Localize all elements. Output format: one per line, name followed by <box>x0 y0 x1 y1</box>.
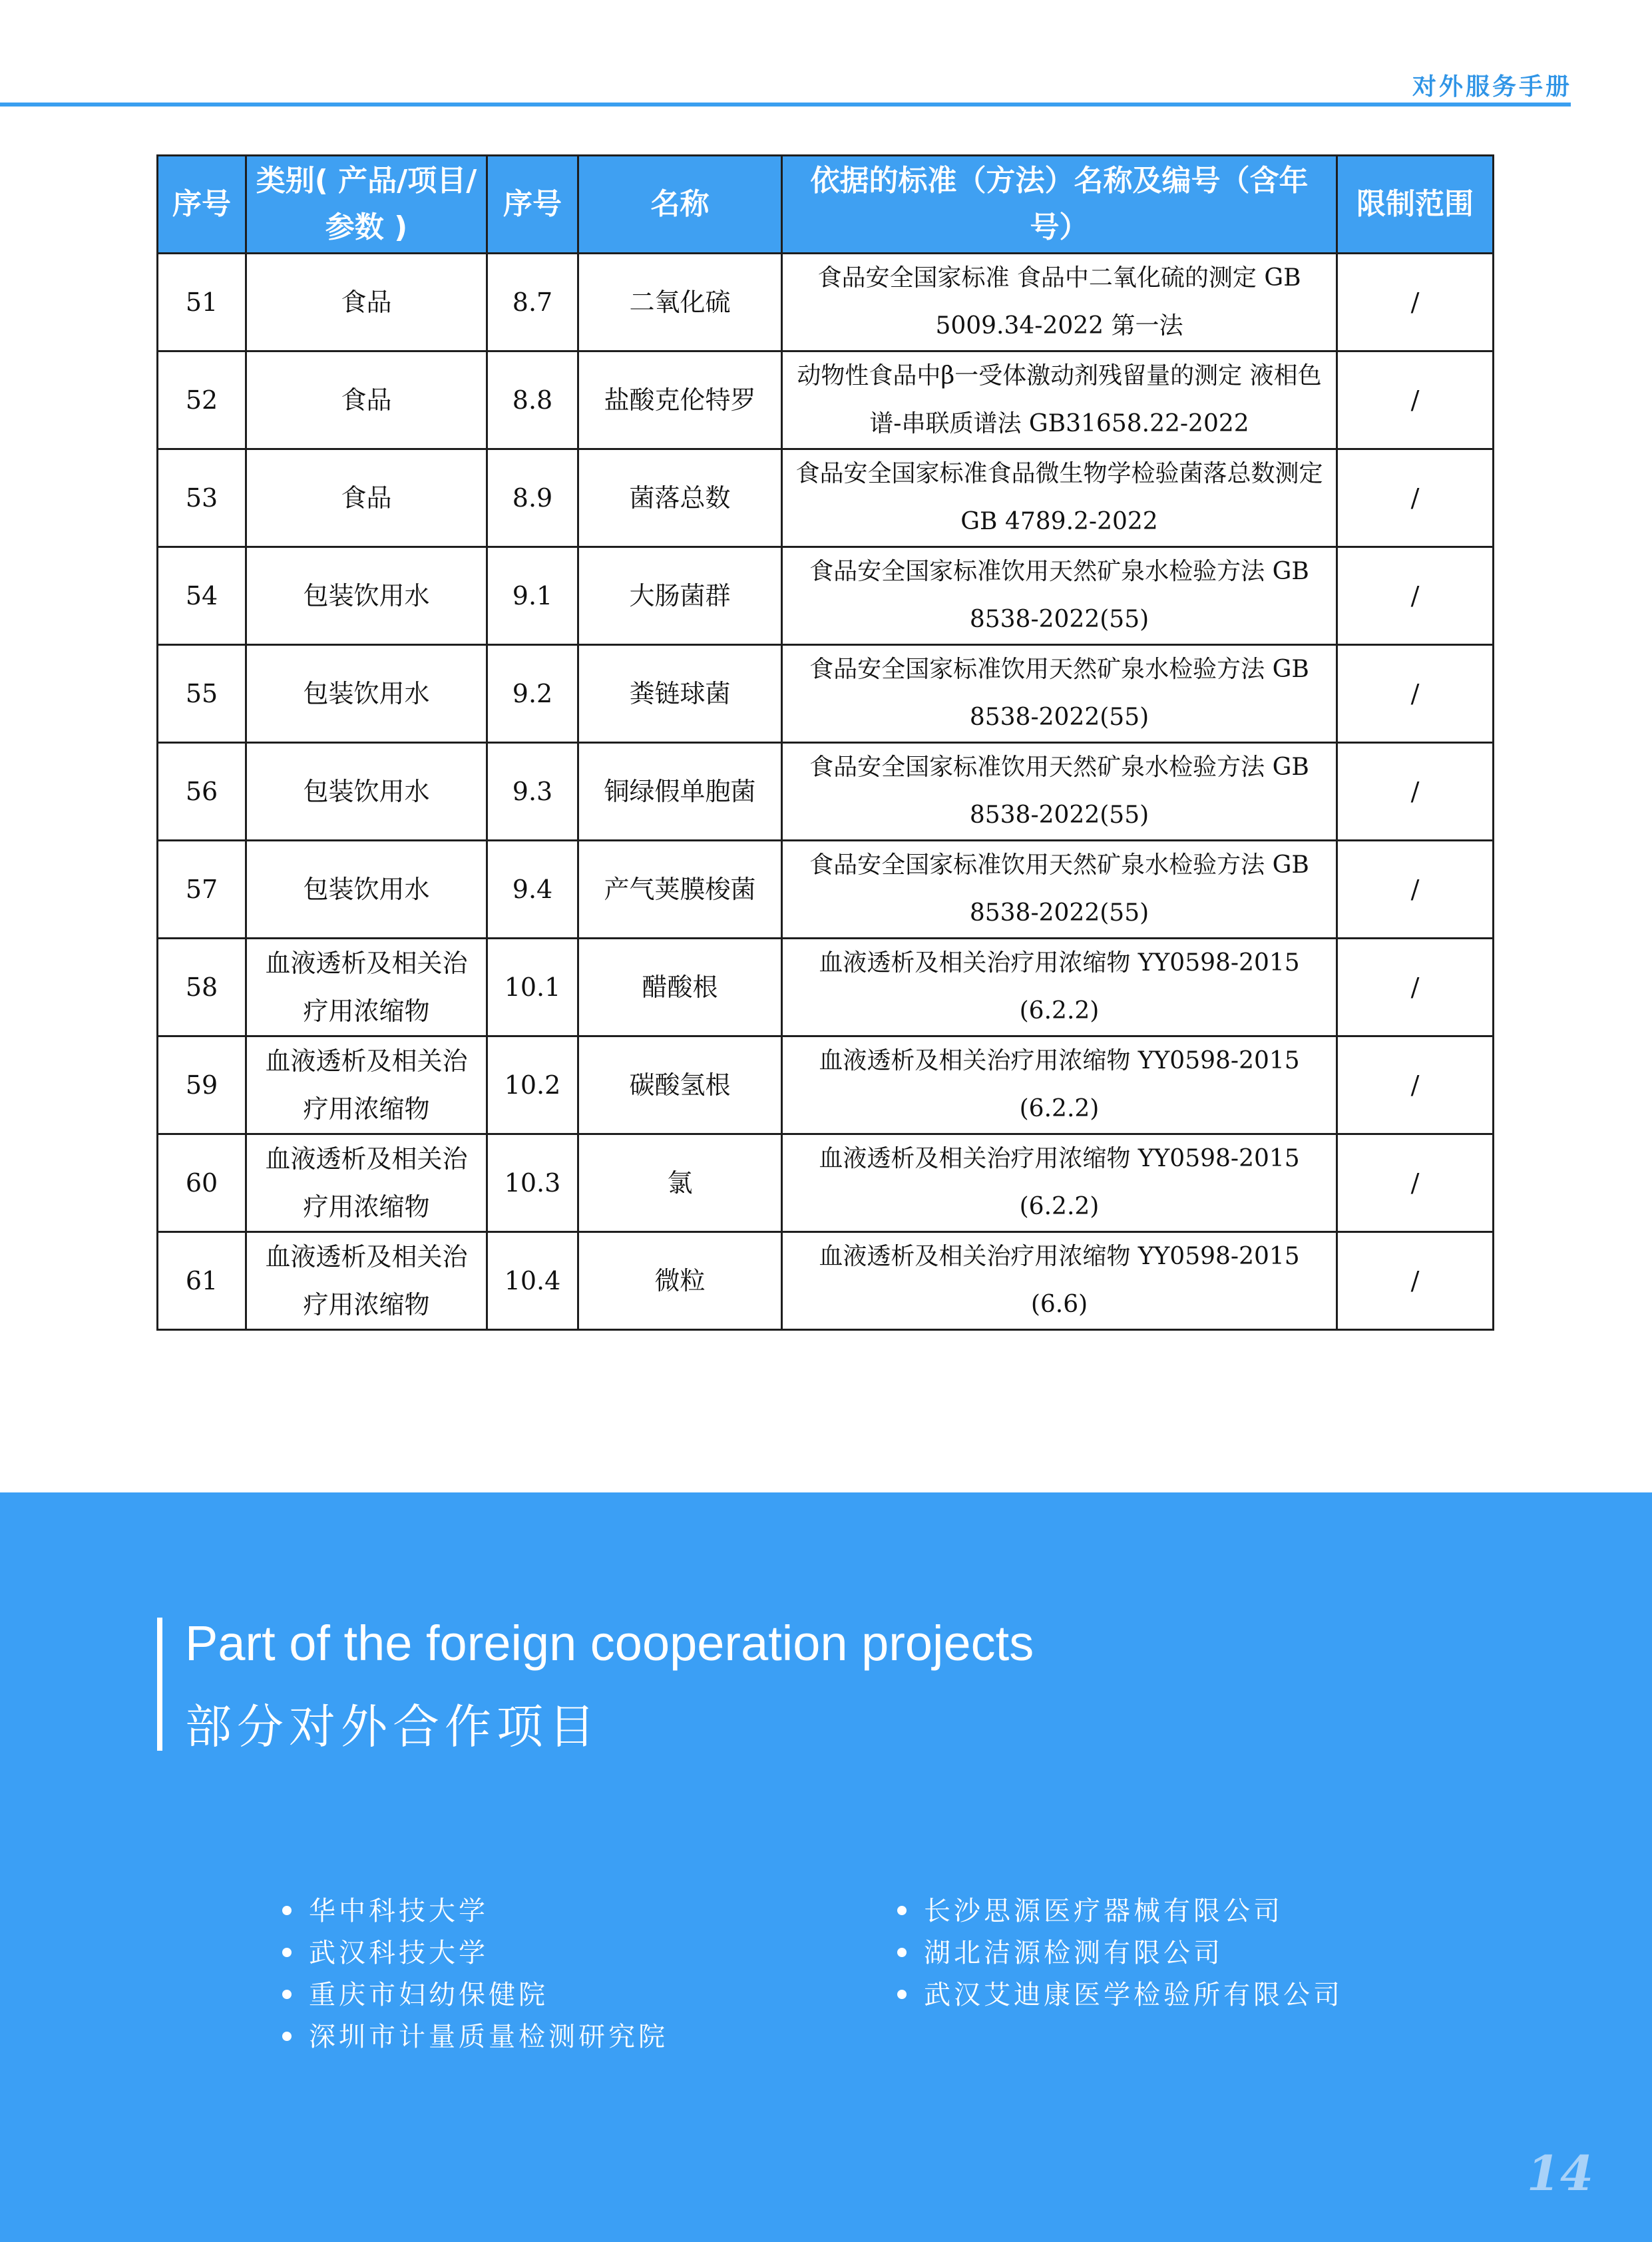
item-name-cell: 菌落总数 <box>578 449 782 547</box>
list-item <box>282 1932 668 1974</box>
category-cell: 包装饮用水 <box>246 645 487 743</box>
bullet-icon <box>282 1906 292 1915</box>
standard-cell: 血液透析及相关治疗用浓缩物 YY0598-2015 (6.2.2) <box>782 1134 1337 1232</box>
partner-name: 深圳市计量质量检测研究院 <box>309 2022 668 2052</box>
item-name-cell: 微粒 <box>578 1232 782 1330</box>
bullet-icon <box>282 2032 292 2041</box>
list-item <box>282 1974 668 2016</box>
header-cell: 依据的标准（方法）名称及编号（含年号） <box>782 156 1337 254</box>
section-title-en: Part of the foreign cooperation projects <box>185 1616 1034 1671</box>
standard-cell: 食品安全国家标准食品微生物学检验菌落总数测定 GB 4789.2-2022 <box>782 449 1337 547</box>
category-cell: 食品 <box>246 351 487 449</box>
item-name-cell: 产气荚膜梭菌 <box>578 841 782 939</box>
limit-cell: / <box>1337 254 1494 351</box>
header-cell: 限制范围 <box>1337 156 1494 254</box>
header-title: 对外服务手册 <box>1412 73 1572 101</box>
table-row <box>158 1036 1494 1134</box>
bullet-icon <box>897 1906 907 1915</box>
item-name-cell: 粪链球菌 <box>578 645 782 743</box>
item-number-cell: 8.9 <box>487 449 578 547</box>
list-item <box>282 2016 668 2058</box>
limit-cell: / <box>1337 547 1494 645</box>
item-number-cell: 10.1 <box>487 939 578 1036</box>
partner-name: 湖北洁源检测有限公司 <box>924 1938 1223 1968</box>
header-cell: 名称 <box>578 156 782 254</box>
item-number-cell: 10.4 <box>487 1232 578 1330</box>
limit-cell: / <box>1337 939 1494 1036</box>
item-number-cell: 8.7 <box>487 254 578 351</box>
item-number-cell: 10.2 <box>487 1036 578 1134</box>
partner-list-left <box>282 1891 668 2058</box>
category-cell: 食品 <box>246 449 487 547</box>
partner-name: 重庆市妇幼保健院 <box>309 1980 548 2010</box>
table-row <box>158 351 1494 449</box>
title-accent-bar <box>157 1618 162 1751</box>
category-cell: 血液透析及相关治疗用浓缩物 <box>246 1134 487 1232</box>
item-name-cell: 二氧化硫 <box>578 254 782 351</box>
item-name-cell: 碳酸氢根 <box>578 1036 782 1134</box>
standard-cell: 食品安全国家标准饮用天然矿泉水检验方法 GB 8538-2022(55) <box>782 743 1337 841</box>
bullet-icon <box>897 1948 907 1957</box>
bullet-icon <box>282 1990 292 1999</box>
standard-cell: 血液透析及相关治疗用浓缩物 YY0598-2015 (6.6) <box>782 1232 1337 1330</box>
standard-cell: 食品安全国家标准饮用天然矿泉水检验方法 GB 8538-2022(55) <box>782 547 1337 645</box>
bullet-icon <box>282 1948 292 1957</box>
limit-cell: / <box>1337 743 1494 841</box>
limit-cell: / <box>1337 645 1494 743</box>
row-index-cell: 56 <box>158 743 246 841</box>
category-cell: 包装饮用水 <box>246 547 487 645</box>
standard-cell: 动物性食品中β一受体激动剂残留量的测定 液相色谱-串联质谱法 GB31658.22-2022 <box>782 351 1337 449</box>
partner-name: 武汉艾迪康医学检验所有限公司 <box>924 1980 1343 2010</box>
item-name-cell: 醋酸根 <box>578 939 782 1036</box>
category-cell: 血液透析及相关治疗用浓缩物 <box>246 1232 487 1330</box>
row-index-cell: 60 <box>158 1134 246 1232</box>
partner-name: 武汉科技大学 <box>309 1938 489 1968</box>
header-cell: 类别( 产品/项目/参数 ) <box>246 156 487 254</box>
item-number-cell: 9.2 <box>487 645 578 743</box>
table-row <box>158 645 1494 743</box>
row-index-cell: 58 <box>158 939 246 1036</box>
list-item <box>897 1891 1343 1932</box>
cooperation-section <box>0 1492 1652 2242</box>
row-index-cell: 59 <box>158 1036 246 1134</box>
bullet-icon <box>897 1990 907 1999</box>
row-index-cell: 51 <box>158 254 246 351</box>
item-name-cell: 大肠菌群 <box>578 547 782 645</box>
item-name-cell: 盐酸克伦特罗 <box>578 351 782 449</box>
section-title-zh: 部分对外合作项目 <box>185 1699 600 1754</box>
standard-cell: 食品安全国家标准 食品中二氧化硫的测定 GB 5009.34-2022 第一法 <box>782 254 1337 351</box>
standard-cell: 血液透析及相关治疗用浓缩物 YY0598-2015 (6.2.2) <box>782 939 1337 1036</box>
item-number-cell: 9.3 <box>487 743 578 841</box>
item-number-cell: 10.3 <box>487 1134 578 1232</box>
list-item <box>897 1932 1343 1974</box>
item-number-cell: 9.4 <box>487 841 578 939</box>
table-row <box>158 1232 1494 1330</box>
header-divider <box>0 103 1571 107</box>
item-name-cell: 铜绿假单胞菌 <box>578 743 782 841</box>
category-cell: 血液透析及相关治疗用浓缩物 <box>246 1036 487 1134</box>
row-index-cell: 53 <box>158 449 246 547</box>
partner-name: 长沙思源医疗器械有限公司 <box>924 1896 1283 1926</box>
page-number: 14 <box>1526 2145 1593 2201</box>
table-row <box>158 841 1494 939</box>
list-item <box>897 1974 1343 2016</box>
table-row <box>158 1134 1494 1232</box>
list-item <box>282 1891 668 1932</box>
standard-cell: 食品安全国家标准饮用天然矿泉水检验方法 GB 8538-2022(55) <box>782 841 1337 939</box>
row-index-cell: 57 <box>158 841 246 939</box>
table-row <box>158 547 1494 645</box>
partner-list-right <box>897 1891 1343 2016</box>
partner-name: 华中科技大学 <box>309 1896 489 1926</box>
item-number-cell: 9.1 <box>487 547 578 645</box>
table-row <box>158 939 1494 1036</box>
item-name-cell: 氯 <box>578 1134 782 1232</box>
limit-cell: / <box>1337 351 1494 449</box>
category-cell: 包装饮用水 <box>246 841 487 939</box>
limit-cell: / <box>1337 1134 1494 1232</box>
header-cell: 序号 <box>158 156 246 254</box>
item-number-cell: 8.8 <box>487 351 578 449</box>
table-row <box>158 449 1494 547</box>
test-items-table <box>156 154 1494 1331</box>
table-row <box>158 743 1494 841</box>
standard-cell: 食品安全国家标准饮用天然矿泉水检验方法 GB 8538-2022(55) <box>782 645 1337 743</box>
row-index-cell: 54 <box>158 547 246 645</box>
limit-cell: / <box>1337 1232 1494 1330</box>
table-header-row <box>158 156 1494 254</box>
table-row <box>158 254 1494 351</box>
limit-cell: / <box>1337 1036 1494 1134</box>
standard-cell: 血液透析及相关治疗用浓缩物 YY0598-2015 (6.2.2) <box>782 1036 1337 1134</box>
header-cell: 序号 <box>487 156 578 254</box>
row-index-cell: 52 <box>158 351 246 449</box>
row-index-cell: 61 <box>158 1232 246 1330</box>
limit-cell: / <box>1337 841 1494 939</box>
row-index-cell: 55 <box>158 645 246 743</box>
category-cell: 血液透析及相关治疗用浓缩物 <box>246 939 487 1036</box>
limit-cell: / <box>1337 449 1494 547</box>
category-cell: 食品 <box>246 254 487 351</box>
category-cell: 包装饮用水 <box>246 743 487 841</box>
